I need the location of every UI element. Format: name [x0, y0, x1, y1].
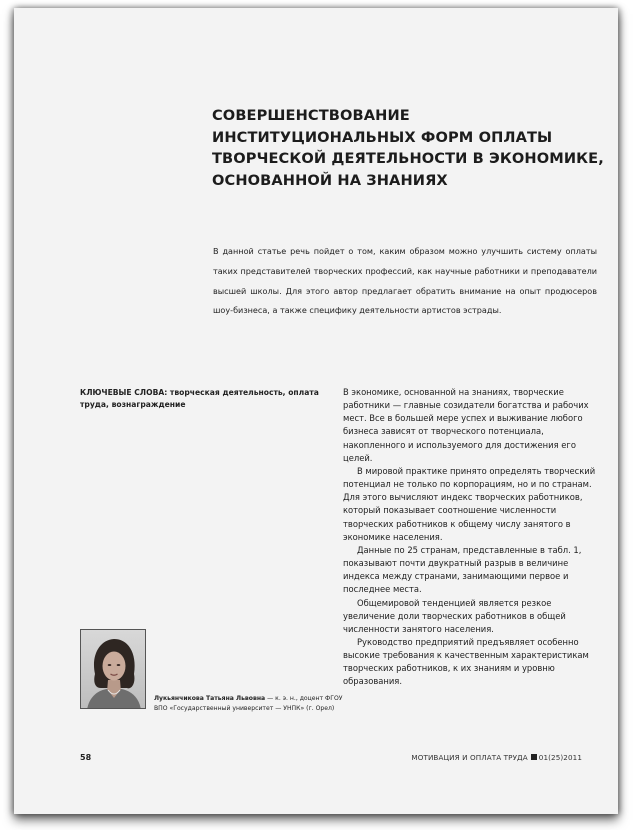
body-paragraph: Руководство предприятий предъявляет особенно высокие требования к качественным характеристикам творческих работников, к их знаниям и уровню образования. — [343, 636, 589, 687]
article-body — [343, 386, 597, 689]
square-bullet-icon — [531, 754, 537, 760]
body-paragraph: В мировой практике принято определять творческий потенциал не только по корпорациям, но и по странам. Для этого вычисляют индекс творческих работников, который показывает соотношение численности творческих работников к общему числу занятого в экономике населения. — [343, 465, 596, 542]
body-paragraph: Данные по 25 странам, представленные в табл. 1, показывают почти двукратный разрыв в величине индекса между странами, занимающими первое и последнее места. — [343, 544, 582, 595]
article-title: СОВЕРШЕНСТВОВАНИЕ ИНСТИТУЦИОНАЛЬНЫХ ФОРМ ОПЛАТЫ ТВОРЧЕСКОЙ ДЕЯТЕЛЬНОСТИ В ЭКОНОМИКЕ, ОСНОВАННОЙ НА ЗНАНИЯХ — [212, 107, 604, 189]
article-abstract: В данной статье речь пойдет о том, каким образом можно улучшить систему оплаты таких представителей творческих профессий, как научные работники и преподаватели высшей школы. Для этого автор предлагает обратить внимание на опыт продюсеров шоу-бизнеса, а также специфику деятельности артистов эстрады. — [213, 246, 597, 316]
page-number: 58 — [80, 753, 92, 762]
author-portrait-image — [81, 630, 146, 709]
journal-name: МОТИВАЦИЯ И ОПЛАТА ТРУДА — [411, 753, 528, 762]
author-info — [154, 694, 354, 713]
body-paragraph: Общемировой тенденцией является резкое увеличение доли творческих работников в общей численности занятого населения. — [343, 597, 566, 634]
running-footer — [411, 753, 582, 762]
keywords: КЛЮЧЕВЫЕ СЛОВА: творческая деятельность, оплата труда, вознаграждение — [80, 388, 319, 409]
author-photo — [80, 629, 146, 709]
body-paragraph: В экономике, основанной на знаниях, творческие работники — главные созидатели богатства и рабочих мест. Все в большей мере успех и выживание любого бизнеса зависят от творческого потенциала, накопленного и используемого для достижения его целей. — [343, 387, 589, 463]
author-name: Лукьянчикова Татьяна Львовна — [154, 695, 266, 702]
journal-page — [14, 8, 618, 814]
journal-issue: 01(25)2011 — [538, 753, 582, 762]
author-details: — к. э. н., доцент ФГОУ ВПО «Государственный университет — УНПК» (г. Орел) — [154, 695, 343, 712]
